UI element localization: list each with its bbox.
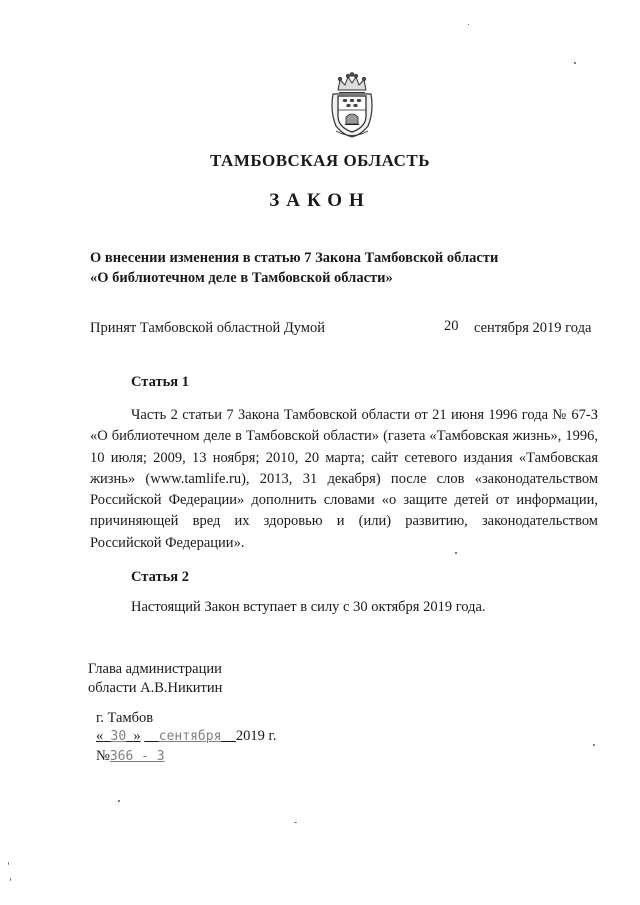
signatory-name: области А.В.Никитин <box>88 680 223 696</box>
law-subject-line-1: О внесении изменения в статью 7 Закона Тамбовской области <box>90 250 499 266</box>
coat-of-arms-emblem <box>328 72 376 138</box>
scan-speck <box>294 822 297 823</box>
scan-speck <box>593 744 595 746</box>
law-number <box>96 748 165 765</box>
signing-date-quote-close: » <box>133 728 141 744</box>
signing-month: сентября <box>158 729 222 744</box>
law-number-value: 366 - З <box>109 749 165 764</box>
signing-date-quote-open: « <box>96 728 104 744</box>
scan-speck <box>574 62 576 64</box>
adoption-statement: Принят Тамбовской областной Думой <box>90 320 325 336</box>
signing-date <box>96 728 276 745</box>
signing-day: 30 <box>110 729 127 744</box>
document-type-title: ЗАКОН <box>269 190 371 211</box>
law-subject <box>90 248 598 288</box>
law-subject-line-2: «О библиотечном деле в Тамбовской области» <box>90 270 393 286</box>
article-1-text: Часть 2 статьи 7 Закона Тамбовской области от 21 июня 1996 года № 67-З «О библиотечном деле в Тамбовской области» (газета «Тамбовская жизнь», 1996, 10 июля; 2009, 13 ноября; 2010, 20 марта; сайт сетевого издания «Тамбовская жизнь» (www.tamlife.ru), 2013, 31 декабря) после слов «законодательством Российской Федерации» дополнить словами «о защите детей от информации, причиняющей вред их здоровью и (или) развитию, законодательством Российской Федерации». <box>90 407 598 551</box>
scan-speck <box>8 862 9 865</box>
region-title: ТАМБОВСКАЯ ОБЛАСТЬ <box>210 151 430 170</box>
signing-city: г. Тамбов <box>96 710 154 726</box>
article-1-heading: Статья 1 <box>131 374 189 390</box>
adoption-month-year: сентября 2019 года <box>474 320 592 336</box>
signatory-title: Глава администрации <box>88 661 222 677</box>
scan-speck <box>10 878 11 881</box>
scan-speck <box>118 800 120 802</box>
signing-year: 2019 г. <box>235 728 277 744</box>
scan-speck <box>455 552 457 554</box>
scan-speck <box>468 24 469 25</box>
adoption-day: 20 <box>444 318 459 334</box>
article-2-text: Настоящий Закон вступает в силу с 30 октября 2019 года. <box>131 599 486 615</box>
law-number-prefix: № <box>96 748 110 764</box>
article-2-heading: Статья 2 <box>131 569 189 585</box>
